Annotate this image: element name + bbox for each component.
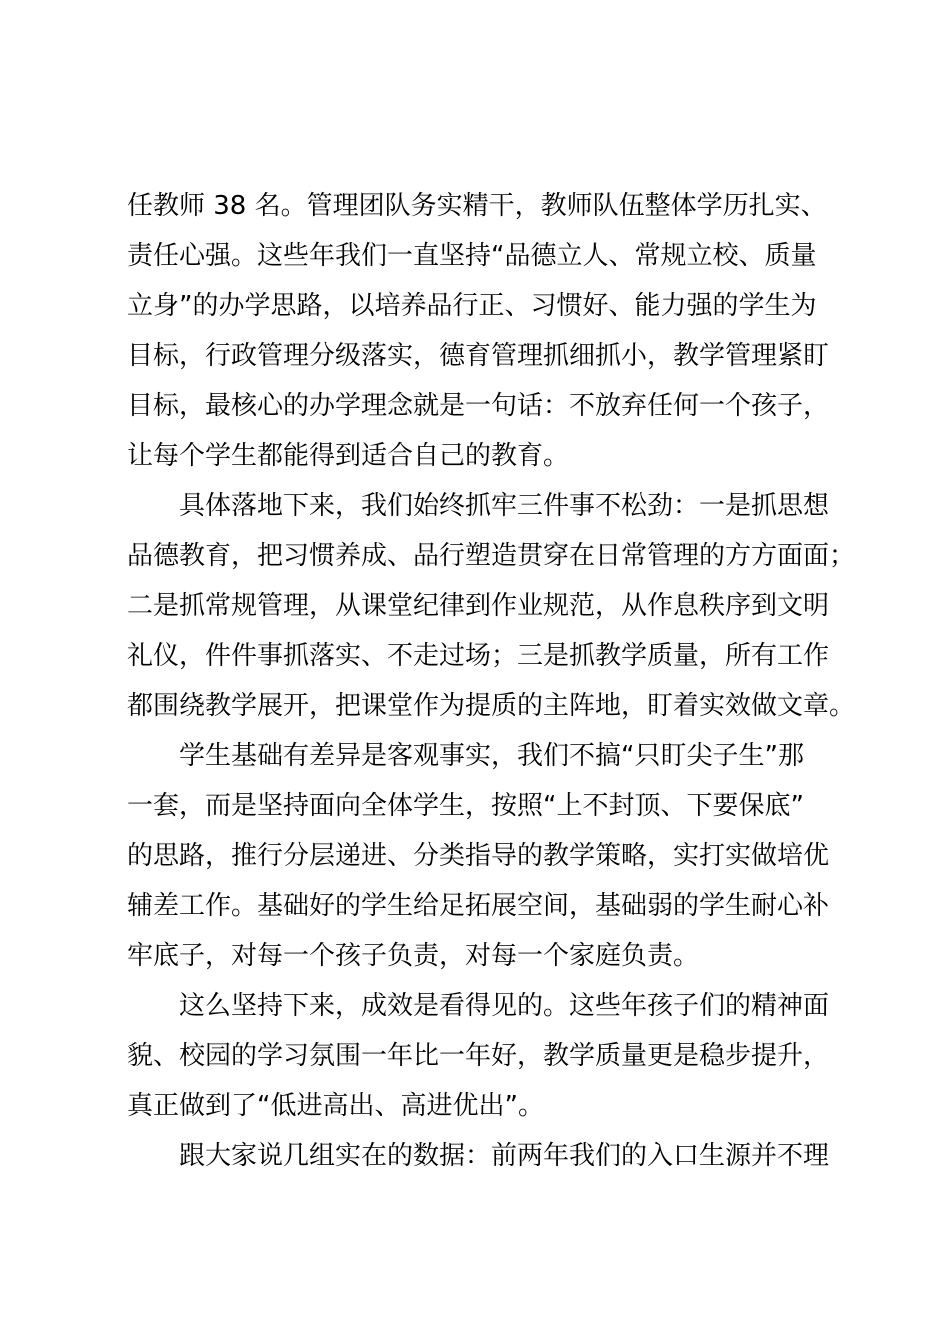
text-line: 具体落地下来，我们始终抓牢三件事不松劲：一是抓思想 — [179, 491, 830, 521]
text-line: 礼仪，件件事抓落实、不走过场；三是抓教学质量，所有工作 — [127, 641, 830, 671]
text-line: 学生基础有差异是客观事实，我们不搞“只盯尖子生”那 — [179, 741, 804, 771]
text-line: 一套，而是坚持面向全体学生，按照“上不封顶、下要保底” — [127, 791, 804, 821]
text-line: 牢底子，对每一个孩子负责，对每一个家庭负责。 — [127, 941, 700, 971]
text-line: 立身”的办学思路，以培养品行正、习惯好、能力强的学生为 — [127, 291, 817, 321]
text-line: 真正做到了“低进高出、高进优出”。 — [127, 1091, 544, 1121]
text-line: 任教师 38 名。管理团队务实精干，教师队伍整体学历扎实、 — [127, 191, 827, 221]
text-line: 二是抓常规管理，从课堂纪律到作业规范，从作息秩序到文明 — [127, 591, 830, 621]
paragraph-3 — [127, 731, 837, 981]
text-line: 让每个学生都能得到适合自己的教育。 — [127, 441, 570, 471]
text-line: 这么坚持下来，成效是看得见的。这些年孩子们的精神面 — [179, 991, 830, 1021]
text-line: 貌、校园的学习氛围一年比一年好，教学质量更是稳步提升， — [127, 1041, 830, 1071]
paragraph-5 — [127, 1131, 837, 1181]
text-line: 目标，最核心的办学理念就是一句话：不放弃任何一个孩子， — [127, 391, 830, 421]
text-line: 跟大家说几组实在的数据：前两年我们的入口生源并不理 — [179, 1141, 830, 1171]
text-line: 都围绕教学展开，把课堂作为提质的主阵地，盯着实效做文章。 — [127, 691, 856, 721]
text-line: 责任心强。这些年我们一直坚持“品德立人、常规立校、质量 — [127, 241, 817, 271]
text-line: 辅差工作。基础好的学生给足拓展空间，基础弱的学生耐心补 — [127, 891, 830, 921]
text-line: 品德教育，把习惯养成、品行塑造贯穿在日常管理的方方面面； — [127, 541, 856, 571]
paragraph-2 — [127, 481, 856, 731]
document-body — [127, 181, 856, 1181]
text-line: 的思路，推行分层递进、分类指导的教学策略，实打实做培优 — [127, 841, 830, 871]
text-line: 目标，行政管理分级落实，德育管理抓细抓小，教学管理紧盯 — [127, 341, 830, 371]
paragraph-4 — [127, 981, 837, 1131]
paragraph-1 — [127, 181, 837, 481]
